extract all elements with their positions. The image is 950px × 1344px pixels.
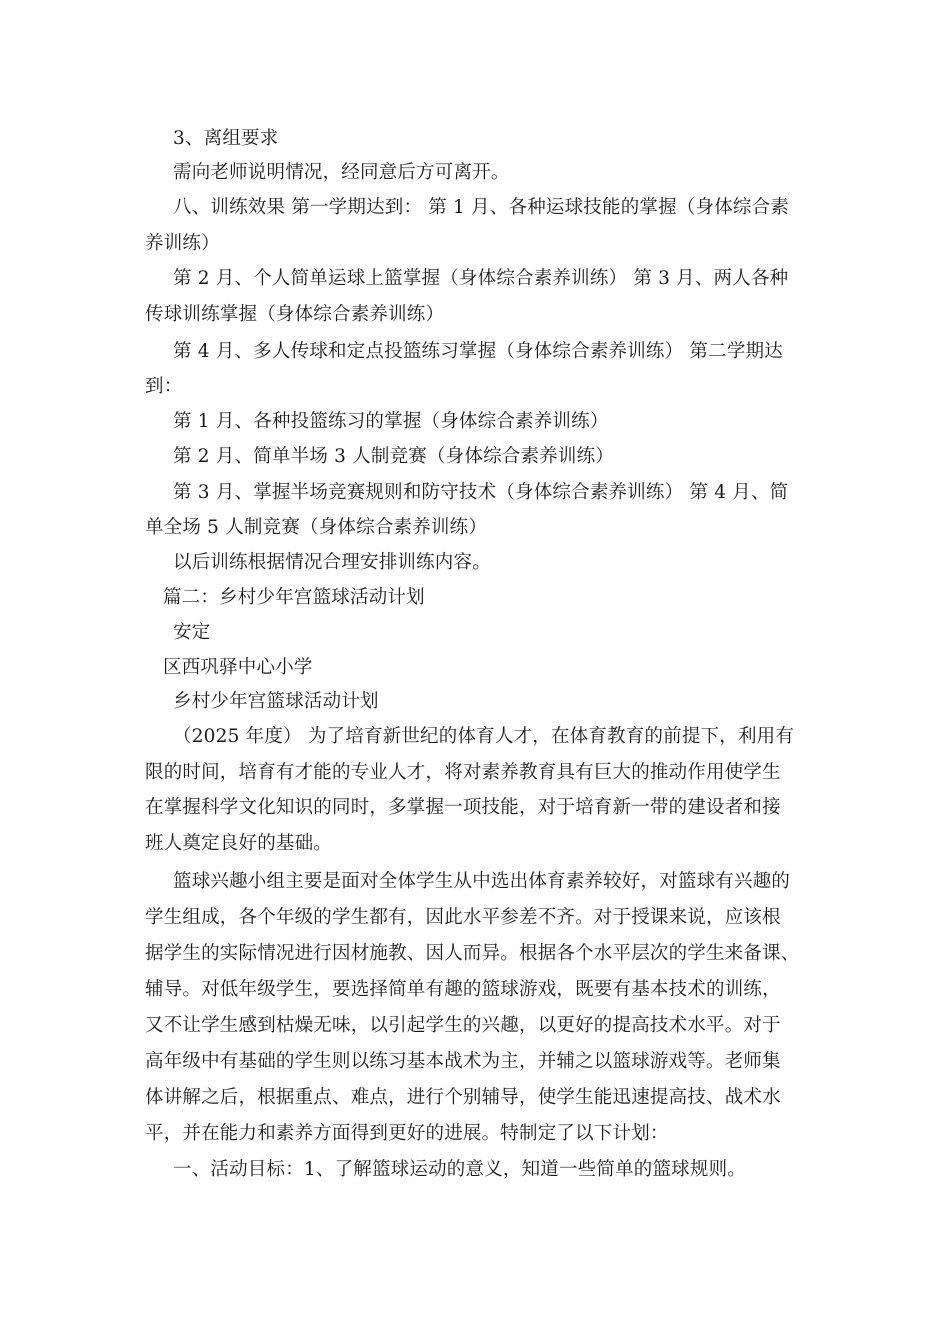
text-line: 一、活动目标：1、了解篮球运动的意义，知道一些简单的篮球规则。 [173, 1159, 746, 1180]
text-line: 辅导。对低年级学生，要选择简单有趣的篮球游戏，既要有基本技术的训练， [145, 979, 781, 1000]
text-line: 第 2 月、简单半场 3 人制竞赛（身体综合素养训练） [173, 446, 614, 467]
text-line: 单全场 5 人制竞赛（身体综合素养训练） [145, 517, 488, 538]
text-line: 八、训练效果 第一学期达到： 第 1 月、各种运球技能的掌握（身体综合素 [173, 197, 789, 218]
text-line: 以后训练根据情况合理安排训练内容。 [173, 552, 491, 573]
text-line: 限的时间，培育有才能的专业人才，将对素养教育具有巨大的推动作用使学生 [145, 762, 781, 783]
text-line: 学生组成，各个年级的学生都有，因此水平参差不齐。对于授课来说，应该根 [145, 907, 781, 928]
text-line: （2025 年度） 为了培育新世纪的体育人才，在体育教育的前提下，利用有 [173, 726, 795, 747]
text-line: 区西巩驿中心小学 [163, 657, 313, 678]
text-line: 需向老师说明情况，经同意后方可离开。 [173, 162, 510, 183]
text-line: 第 2 月、个人简单运球上篮掌握（身体综合素养训练） 第 3 月、两人各种 [173, 268, 789, 289]
text-line: 安定 [173, 622, 211, 643]
text-line: 第 4 月、多人传球和定点投篮练习掌握（身体综合素养训练） 第二学期达 [173, 341, 783, 362]
section-heading: 篇二：乡村少年宫篮球活动计划 [163, 587, 425, 608]
text-line: 到： [145, 376, 183, 397]
text-line: 班人奠定良好的基础。 [145, 833, 333, 854]
text-line: 养训练） [145, 233, 220, 254]
text-line: 据学生的实际情况进行因材施教、因人而异。根据各个水平层次的学生来备课、 [145, 943, 800, 964]
text-line: 篮球兴趣小组主要是面对全体学生从中选出体育素养较好，对篮球有兴趣的 [173, 871, 791, 892]
text-line: 又不让学生感到枯燥无味，以引起学生的兴趣，以更好的提高技术水平。对于 [145, 1015, 781, 1036]
text-line: 第 3 月、掌握半场竞赛规则和防守技术（身体综合素养训练） 第 4 月、简 [173, 482, 789, 503]
text-line: 体讲解之后，根据重点、难点，进行个别辅导，使学生能迅速提高技、战术水 [145, 1087, 781, 1108]
text-line: 平，并在能力和素养方面得到更好的进展。特制定了以下计划： [145, 1123, 669, 1144]
document-title: 乡村少年宫篮球活动计划 [173, 691, 379, 712]
text-line: 高年级中有基础的学生则以练习基本战术为主，并辅之以篮球游戏等。老师集 [145, 1051, 781, 1072]
text-line: 传球训练掌握（身体综合素养训练） [145, 304, 445, 325]
text-line: 第 1 月、各种投篮练习的掌握（身体综合素养训练） [173, 411, 609, 432]
text-line: 在掌握科学文化知识的同时，多掌握一项技能，对于培育新一带的建设者和接 [145, 797, 781, 818]
text-line: 3、离组要求 [173, 128, 279, 149]
